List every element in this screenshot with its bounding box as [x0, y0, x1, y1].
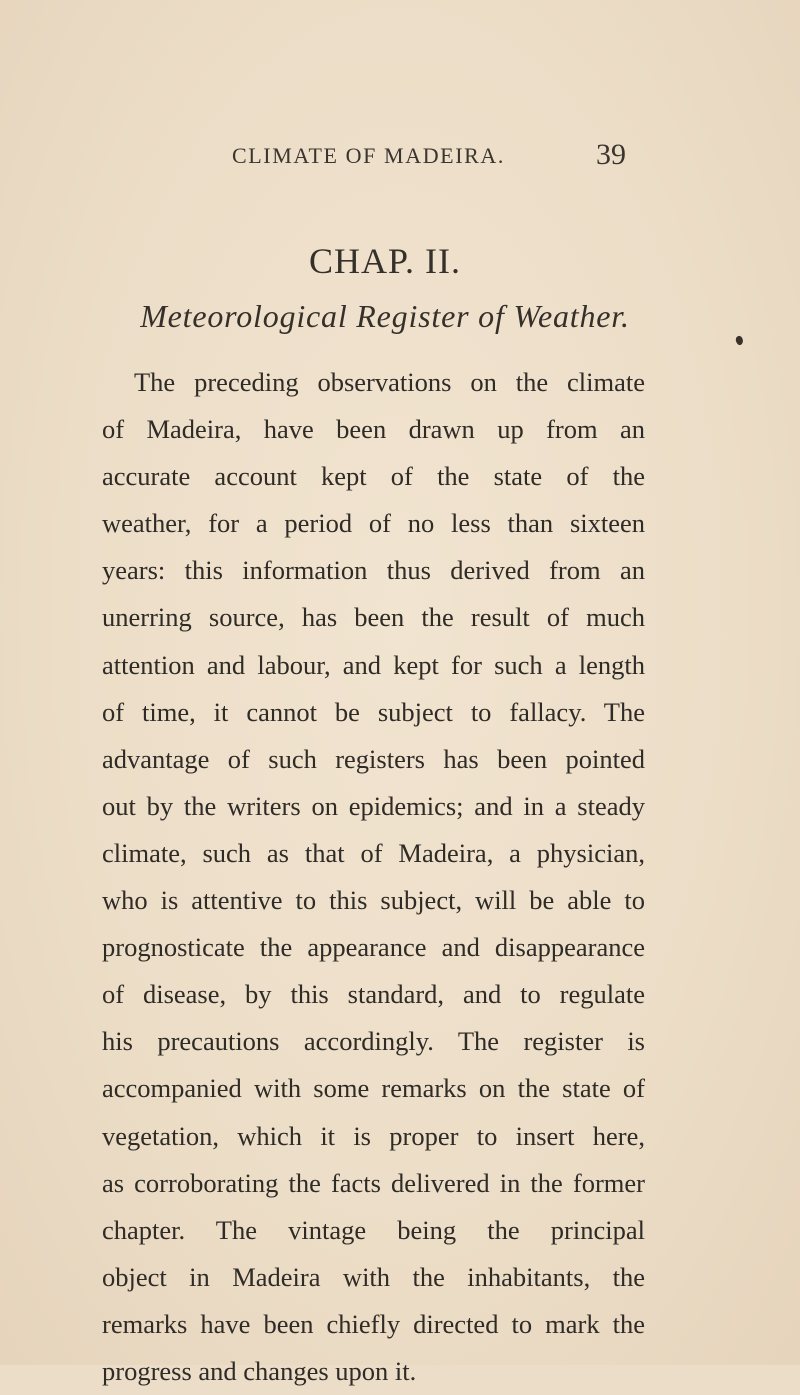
page-number: 39 [596, 138, 626, 171]
text-line: unerring source, has been the result of much [102, 602, 645, 633]
text-line: vegetation, which it is proper to insert here, [102, 1120, 645, 1151]
body-paragraph [102, 359, 645, 1395]
text-line: of disease, by this standard, and to regulate [102, 979, 645, 1010]
chapter-title: Meteorological Register of Weather. [140, 298, 630, 334]
chapter-heading: CHAP. II. [308, 241, 461, 281]
text-line: object in Madeira with the inhabitants, the [102, 1261, 645, 1292]
text-line: climate, such as that of Madeira, a physician, [102, 837, 645, 868]
text-line: as corroborating the facts delivered in the former [102, 1167, 645, 1198]
text-line: accurate account kept of the state of the [102, 461, 645, 492]
text-line: prognosticate the appearance and disappearance [102, 932, 645, 963]
text-line: progress and changes upon it. [102, 1355, 417, 1386]
text-line: his precautions accordingly. The register is [102, 1026, 645, 1057]
text-line: years: this information thus derived from an [102, 555, 645, 586]
text-line: out by the writers on epidemics; and in a steady [102, 790, 645, 821]
text-line: chapter. The vintage being the principal [102, 1214, 645, 1245]
text-line: attention and labour, and kept for such a length [102, 649, 645, 680]
text-line: The preceding observations on the climate [134, 367, 645, 397]
text-line: accompanied with some remarks on the state of [102, 1073, 645, 1104]
text-line: who is attentive to this subject, will be able to [102, 885, 645, 916]
text-line: weather, for a period of no less than sixteen [102, 508, 645, 539]
running-header-title: CLIMATE OF MADEIRA. [232, 143, 506, 168]
text-line: of time, it cannot be subject to fallacy. The [102, 696, 645, 727]
text-line: of Madeira, have been drawn up from an [102, 414, 645, 445]
ink-speck [734, 335, 744, 346]
text-line: advantage of such registers has been pointed [102, 743, 645, 774]
text-line: remarks have been chiefly directed to mark the [102, 1308, 645, 1339]
